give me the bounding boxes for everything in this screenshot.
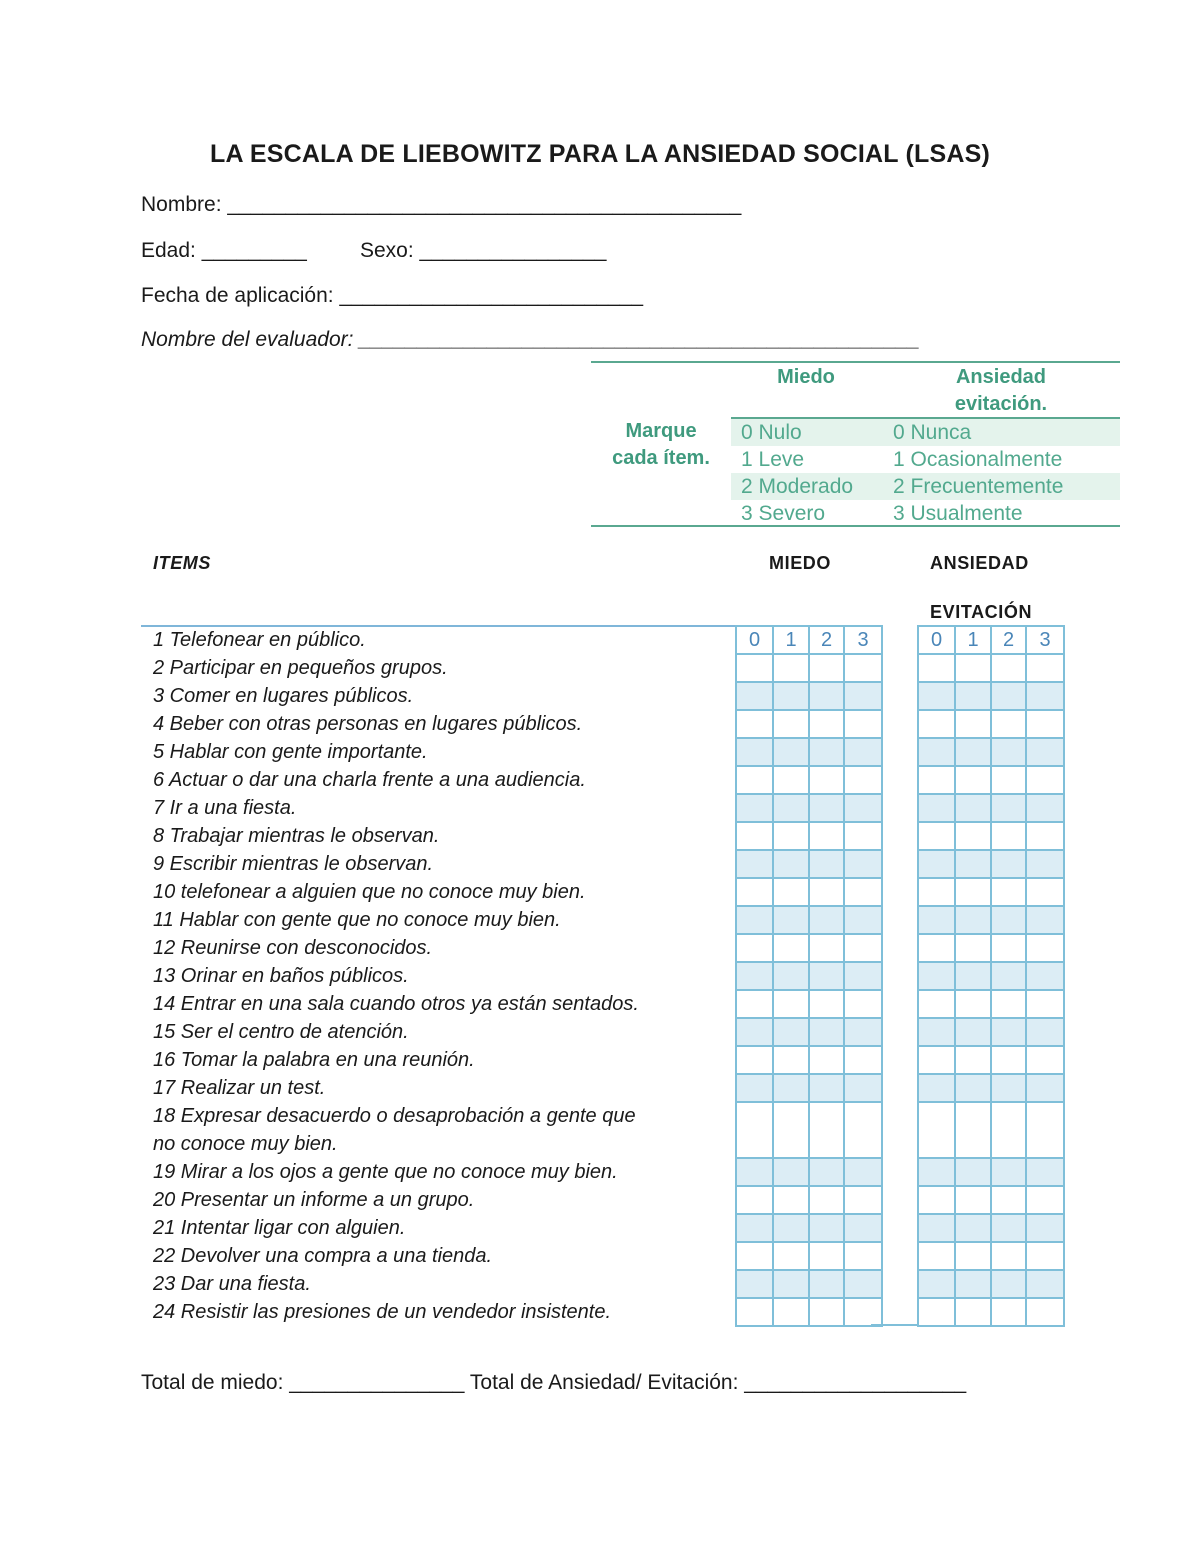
item-text: 24 Resistir las presiones de un vendedor insistente. bbox=[153, 1301, 612, 1323]
score-checkbox-cell[interactable] bbox=[844, 1270, 882, 1298]
item-text: 16 Tomar la palabra en una reunión. bbox=[153, 1049, 475, 1071]
legend-miedo-level: 2 Moderado bbox=[741, 475, 854, 498]
score-checkbox-cell[interactable] bbox=[918, 682, 955, 710]
item-text: 13 Orinar en baños públicos. bbox=[153, 965, 409, 987]
score-row bbox=[736, 654, 882, 682]
score-checkbox-cell[interactable] bbox=[955, 1018, 991, 1046]
score-row bbox=[918, 850, 1064, 878]
score-checkbox-cell[interactable] bbox=[955, 1158, 991, 1186]
score-checkbox-cell[interactable] bbox=[809, 1158, 844, 1186]
score-checkbox-cell[interactable] bbox=[955, 794, 991, 822]
total-miedo-field[interactable]: Total de miedo: _______________ bbox=[141, 1371, 465, 1394]
score-row bbox=[736, 906, 882, 934]
score-checkbox-cell[interactable] bbox=[955, 850, 991, 878]
score-checkbox-cell[interactable] bbox=[1026, 794, 1064, 822]
score-checkbox-cell[interactable] bbox=[809, 906, 844, 934]
score-checkbox-cell[interactable] bbox=[773, 710, 809, 738]
ansiedad-score-grid bbox=[917, 625, 1065, 1327]
score-checkbox-cell[interactable] bbox=[918, 1158, 955, 1186]
score-row bbox=[918, 822, 1064, 850]
score-row bbox=[918, 1270, 1064, 1298]
score-checkbox-cell[interactable] bbox=[736, 794, 773, 822]
score-checkbox-cell[interactable] bbox=[991, 934, 1026, 962]
score-checkbox-cell[interactable] bbox=[844, 794, 882, 822]
score-checkbox-cell[interactable] bbox=[736, 1242, 773, 1270]
score-checkbox-cell[interactable] bbox=[991, 1298, 1026, 1326]
ansiedad-column-header: ANSIEDAD bbox=[930, 553, 1029, 573]
score-row bbox=[736, 794, 882, 822]
score-checkbox-cell[interactable] bbox=[809, 990, 844, 1018]
score-row bbox=[736, 1298, 882, 1326]
score-row bbox=[918, 1074, 1064, 1102]
score-checkbox-cell[interactable] bbox=[844, 738, 882, 766]
score-checkbox-cell[interactable] bbox=[773, 1158, 809, 1186]
score-row bbox=[918, 766, 1064, 794]
legend-miedo-level: 1 Leve bbox=[741, 448, 805, 471]
score-checkbox-cell[interactable] bbox=[809, 1214, 844, 1242]
score-checkbox-cell[interactable] bbox=[736, 1046, 773, 1074]
score-checkbox-cell[interactable] bbox=[1026, 738, 1064, 766]
score-checkbox-cell[interactable] bbox=[773, 766, 809, 794]
score-row bbox=[736, 710, 882, 738]
score-checkbox-cell[interactable] bbox=[955, 1214, 991, 1242]
score-checkbox-cell[interactable] bbox=[991, 1214, 1026, 1242]
score-checkbox-cell[interactable] bbox=[1026, 990, 1064, 1018]
score-checkbox-cell[interactable] bbox=[736, 1214, 773, 1242]
score-checkbox-cell[interactable] bbox=[844, 1074, 882, 1102]
legend-ansiedad-level: 3 Usualmente bbox=[893, 502, 1023, 525]
score-checkbox-cell[interactable] bbox=[991, 1242, 1026, 1270]
score-checkbox-cell[interactable] bbox=[736, 654, 773, 682]
score-checkbox-cell[interactable] bbox=[736, 682, 773, 710]
score-checkbox-cell[interactable] bbox=[773, 822, 809, 850]
name-field[interactable]: Nombre: ____________________________________________ bbox=[141, 193, 742, 216]
score-checkbox-cell[interactable] bbox=[1026, 906, 1064, 934]
score-label: 0 bbox=[918, 626, 955, 654]
score-checkbox-cell[interactable] bbox=[918, 1214, 955, 1242]
score-checkbox-cell[interactable] bbox=[736, 1158, 773, 1186]
score-checkbox-cell[interactable] bbox=[736, 710, 773, 738]
score-checkbox-cell[interactable] bbox=[991, 1074, 1026, 1102]
score-checkbox-cell[interactable] bbox=[955, 1046, 991, 1074]
score-checkbox-cell[interactable] bbox=[991, 738, 1026, 766]
score-checkbox-cell[interactable] bbox=[991, 794, 1026, 822]
score-checkbox-cell[interactable] bbox=[844, 1102, 882, 1158]
score-row bbox=[736, 850, 882, 878]
score-row bbox=[918, 906, 1064, 934]
score-checkbox-cell[interactable] bbox=[918, 710, 955, 738]
score-checkbox-cell[interactable] bbox=[809, 1046, 844, 1074]
score-checkbox-cell[interactable] bbox=[991, 990, 1026, 1018]
score-checkbox-cell[interactable] bbox=[736, 1186, 773, 1214]
score-checkbox-cell[interactable] bbox=[844, 654, 882, 682]
score-row bbox=[918, 1214, 1064, 1242]
item-text: 4 Beber con otras personas en lugares públicos. bbox=[153, 713, 583, 735]
item-text: 18 Expresar desacuerdo o desaprobación a gente que no conoce muy bien. bbox=[153, 1105, 636, 1155]
score-row bbox=[918, 990, 1064, 1018]
item-text: 8 Trabajar mientras le observan. bbox=[153, 825, 440, 847]
score-checkbox-cell[interactable] bbox=[773, 878, 809, 906]
score-checkbox-cell[interactable] bbox=[991, 822, 1026, 850]
score-checkbox-cell[interactable] bbox=[773, 850, 809, 878]
item-text: 2 Participar en pequeños grupos. bbox=[153, 657, 448, 679]
score-checkbox-cell[interactable] bbox=[918, 1186, 955, 1214]
score-checkbox-cell[interactable] bbox=[844, 990, 882, 1018]
score-checkbox-cell[interactable] bbox=[809, 710, 844, 738]
score-checkbox-cell[interactable] bbox=[773, 1298, 809, 1326]
score-row bbox=[736, 682, 882, 710]
score-label: 0 bbox=[736, 626, 773, 654]
score-checkbox-cell[interactable] bbox=[1026, 934, 1064, 962]
score-row bbox=[736, 738, 882, 766]
page-title: LA ESCALA DE LIEBOWITZ PARA LA ANSIEDAD SOCIAL (LSAS) bbox=[209, 140, 991, 168]
score-checkbox-cell[interactable] bbox=[773, 682, 809, 710]
score-checkbox-cell[interactable] bbox=[844, 1018, 882, 1046]
score-checkbox-cell[interactable] bbox=[773, 906, 809, 934]
score-checkbox-cell[interactable] bbox=[1026, 1018, 1064, 1046]
application-date-field[interactable]: Fecha de aplicación: __________________________ bbox=[141, 284, 644, 307]
score-checkbox-cell[interactable] bbox=[1026, 654, 1064, 682]
score-checkbox-cell[interactable] bbox=[1026, 850, 1064, 878]
score-checkbox-cell[interactable] bbox=[844, 1298, 882, 1326]
score-label: 1 bbox=[955, 626, 991, 654]
score-checkbox-cell[interactable] bbox=[1026, 1186, 1064, 1214]
score-checkbox-cell[interactable] bbox=[809, 1074, 844, 1102]
score-checkbox-cell[interactable] bbox=[736, 1018, 773, 1046]
score-checkbox-cell[interactable] bbox=[918, 1270, 955, 1298]
score-checkbox-cell[interactable] bbox=[918, 934, 955, 962]
score-checkbox-cell[interactable] bbox=[955, 1270, 991, 1298]
score-checkbox-cell[interactable] bbox=[991, 1018, 1026, 1046]
items-header: ITEMS bbox=[153, 553, 212, 573]
score-checkbox-cell[interactable] bbox=[955, 766, 991, 794]
score-checkbox-cell[interactable] bbox=[809, 682, 844, 710]
score-row bbox=[736, 1018, 882, 1046]
score-checkbox-cell[interactable] bbox=[991, 1186, 1026, 1214]
score-checkbox-cell[interactable] bbox=[918, 794, 955, 822]
score-checkbox-cell[interactable] bbox=[955, 878, 991, 906]
score-checkbox-cell[interactable] bbox=[773, 738, 809, 766]
score-checkbox-cell[interactable] bbox=[991, 962, 1026, 990]
score-checkbox-cell[interactable] bbox=[809, 850, 844, 878]
score-checkbox-cell[interactable] bbox=[1026, 682, 1064, 710]
score-checkbox-cell[interactable] bbox=[918, 1018, 955, 1046]
score-row bbox=[918, 738, 1064, 766]
score-checkbox-cell[interactable] bbox=[773, 1186, 809, 1214]
score-label: 3 bbox=[844, 626, 882, 654]
score-checkbox-cell[interactable] bbox=[1026, 878, 1064, 906]
score-checkbox-cell[interactable] bbox=[844, 962, 882, 990]
item-text: 15 Ser el centro de atención. bbox=[153, 1021, 409, 1043]
item-text: 1 Telefonear en público. bbox=[153, 629, 366, 651]
score-checkbox-cell[interactable] bbox=[991, 1158, 1026, 1186]
score-checkbox-cell[interactable] bbox=[918, 1074, 955, 1102]
score-checkbox-cell[interactable] bbox=[991, 1102, 1026, 1158]
score-row bbox=[736, 962, 882, 990]
legend-ansiedad-level: 2 Frecuentemente bbox=[893, 475, 1064, 498]
score-checkbox-cell[interactable] bbox=[955, 990, 991, 1018]
evaluator-name-field[interactable]: Nombre del evaluador: ________________________________________________ bbox=[141, 328, 920, 351]
score-row bbox=[918, 962, 1064, 990]
legend-ansiedad-header-line1: Ansiedad bbox=[955, 366, 1047, 388]
legend-ansiedad-level: 1 Ocasionalmente bbox=[893, 448, 1063, 471]
score-checkbox-cell[interactable] bbox=[955, 682, 991, 710]
score-checkbox-cell[interactable] bbox=[736, 962, 773, 990]
score-checkbox-cell[interactable] bbox=[773, 1046, 809, 1074]
score-checkbox-cell[interactable] bbox=[955, 738, 991, 766]
score-checkbox-cell[interactable] bbox=[809, 934, 844, 962]
score-checkbox-cell[interactable] bbox=[809, 1270, 844, 1298]
item-text: 11 Hablar con gente que no conoce muy bien. bbox=[153, 909, 561, 931]
score-checkbox-cell[interactable] bbox=[736, 850, 773, 878]
legend-miedo-header: Miedo bbox=[777, 366, 835, 388]
score-checkbox-cell[interactable] bbox=[809, 1242, 844, 1270]
score-row bbox=[918, 878, 1064, 906]
score-checkbox-cell[interactable] bbox=[736, 738, 773, 766]
score-checkbox-cell[interactable] bbox=[844, 710, 882, 738]
score-checkbox-cell[interactable] bbox=[844, 822, 882, 850]
score-checkbox-cell[interactable] bbox=[773, 962, 809, 990]
score-checkbox-cell[interactable] bbox=[1026, 1242, 1064, 1270]
score-checkbox-cell[interactable] bbox=[809, 794, 844, 822]
score-checkbox-cell[interactable] bbox=[809, 1102, 844, 1158]
item-text: 12 Reunirse con desconocidos. bbox=[153, 937, 433, 959]
score-checkbox-cell[interactable] bbox=[736, 906, 773, 934]
score-row bbox=[736, 878, 882, 906]
legend-miedo-level: 0 Nulo bbox=[741, 421, 802, 444]
score-row bbox=[736, 822, 882, 850]
item-text: 20 Presentar un informe a un grupo. bbox=[153, 1189, 475, 1211]
sex-field[interactable]: Sexo: ________________ bbox=[360, 239, 607, 262]
score-row bbox=[736, 1242, 882, 1270]
item-text: 9 Escribir mientras le observan. bbox=[153, 853, 434, 875]
score-label: 3 bbox=[1026, 626, 1064, 654]
item-text: 3 Comer en lugares públicos. bbox=[153, 685, 414, 707]
score-checkbox-cell[interactable] bbox=[736, 990, 773, 1018]
score-checkbox-cell[interactable] bbox=[991, 906, 1026, 934]
score-row bbox=[736, 1214, 882, 1242]
score-checkbox-cell[interactable] bbox=[955, 1242, 991, 1270]
score-checkbox-cell[interactable] bbox=[773, 1102, 809, 1158]
item-text: 17 Realizar un test. bbox=[153, 1077, 326, 1099]
score-checkbox-cell[interactable] bbox=[773, 1018, 809, 1046]
score-checkbox-cell[interactable] bbox=[955, 822, 991, 850]
score-row bbox=[918, 1186, 1064, 1214]
score-checkbox-cell[interactable] bbox=[1026, 962, 1064, 990]
score-checkbox-cell[interactable] bbox=[844, 906, 882, 934]
score-checkbox-cell[interactable] bbox=[1026, 766, 1064, 794]
score-checkbox-cell[interactable] bbox=[991, 850, 1026, 878]
score-checkbox-cell[interactable] bbox=[1026, 1298, 1064, 1326]
score-checkbox-cell[interactable] bbox=[918, 1102, 955, 1158]
item-text: 21 Intentar ligar con alguien. bbox=[153, 1217, 406, 1239]
score-checkbox-cell[interactable] bbox=[773, 1270, 809, 1298]
score-row bbox=[918, 1158, 1064, 1186]
score-row bbox=[918, 794, 1064, 822]
legend-ansiedad-level: 0 Nunca bbox=[893, 421, 972, 444]
score-checkbox-cell[interactable] bbox=[844, 1214, 882, 1242]
legend-top-rule bbox=[591, 361, 1120, 363]
item-text: 5 Hablar con gente importante. bbox=[153, 741, 428, 763]
score-row bbox=[918, 1046, 1064, 1074]
score-checkbox-cell[interactable] bbox=[773, 1214, 809, 1242]
score-checkbox-cell[interactable] bbox=[809, 1186, 844, 1214]
score-checkbox-cell[interactable] bbox=[736, 1270, 773, 1298]
score-checkbox-cell[interactable] bbox=[809, 822, 844, 850]
score-checkbox-cell[interactable] bbox=[991, 654, 1026, 682]
miedo-score-grid bbox=[735, 625, 883, 1327]
score-label: 1 bbox=[773, 626, 809, 654]
legend-instruction-line2: cada ítem. bbox=[612, 447, 710, 469]
score-checkbox-cell[interactable] bbox=[991, 682, 1026, 710]
score-row bbox=[736, 934, 882, 962]
score-checkbox-cell[interactable] bbox=[1026, 1046, 1064, 1074]
score-checkbox-cell[interactable] bbox=[991, 878, 1026, 906]
score-checkbox-cell[interactable] bbox=[955, 934, 991, 962]
miedo-column-header: MIEDO bbox=[769, 553, 832, 573]
score-row bbox=[918, 1018, 1064, 1046]
score-row bbox=[736, 1270, 882, 1298]
score-checkbox-cell[interactable] bbox=[918, 962, 955, 990]
score-checkbox-cell[interactable] bbox=[736, 934, 773, 962]
score-checkbox-cell[interactable] bbox=[844, 1242, 882, 1270]
score-row bbox=[736, 766, 882, 794]
score-checkbox-cell[interactable] bbox=[918, 822, 955, 850]
score-checkbox-cell[interactable] bbox=[1026, 1158, 1064, 1186]
score-checkbox-cell[interactable] bbox=[736, 878, 773, 906]
item-text: 19 Mirar a los ojos a gente que no conoce muy bien. bbox=[153, 1161, 618, 1183]
score-checkbox-cell[interactable] bbox=[844, 850, 882, 878]
score-checkbox-cell[interactable] bbox=[773, 794, 809, 822]
score-checkbox-cell[interactable] bbox=[844, 766, 882, 794]
score-checkbox-cell[interactable] bbox=[955, 1186, 991, 1214]
score-checkbox-cell[interactable] bbox=[955, 654, 991, 682]
score-checkbox-cell[interactable] bbox=[773, 654, 809, 682]
score-row bbox=[736, 1102, 882, 1158]
score-checkbox-cell[interactable] bbox=[809, 766, 844, 794]
score-checkbox-cell[interactable] bbox=[736, 766, 773, 794]
score-checkbox-cell[interactable] bbox=[809, 962, 844, 990]
score-label: 2 bbox=[991, 626, 1026, 654]
legend-ansiedad-header-line2: evitación. bbox=[954, 393, 1048, 415]
score-row bbox=[736, 1186, 882, 1214]
score-checkbox-cell[interactable] bbox=[918, 654, 955, 682]
legend-bottom-rule bbox=[591, 525, 1120, 527]
score-checkbox-cell[interactable] bbox=[844, 1158, 882, 1186]
score-checkbox-cell[interactable] bbox=[809, 1298, 844, 1326]
score-row bbox=[918, 1242, 1064, 1270]
score-checkbox-cell[interactable] bbox=[918, 1242, 955, 1270]
evitacion-column-header: EVITACIÓN bbox=[930, 602, 1033, 622]
score-checkbox-cell[interactable] bbox=[918, 906, 955, 934]
score-checkbox-cell[interactable] bbox=[1026, 1214, 1064, 1242]
score-checkbox-cell[interactable] bbox=[844, 1186, 882, 1214]
score-header-row bbox=[918, 626, 1064, 654]
score-label: 2 bbox=[809, 626, 844, 654]
score-checkbox-cell[interactable] bbox=[991, 1270, 1026, 1298]
score-checkbox-cell[interactable] bbox=[736, 1074, 773, 1102]
score-row bbox=[918, 934, 1064, 962]
score-checkbox-cell[interactable] bbox=[844, 934, 882, 962]
item-text: 14 Entrar en una sala cuando otros ya están sentados. bbox=[153, 993, 639, 1015]
score-row bbox=[736, 1046, 882, 1074]
score-checkbox-cell[interactable] bbox=[918, 990, 955, 1018]
score-checkbox-cell[interactable] bbox=[918, 766, 955, 794]
score-checkbox-cell[interactable] bbox=[773, 934, 809, 962]
score-checkbox-cell[interactable] bbox=[844, 878, 882, 906]
score-checkbox-cell[interactable] bbox=[1026, 710, 1064, 738]
score-checkbox-cell[interactable] bbox=[955, 1102, 991, 1158]
score-checkbox-cell[interactable] bbox=[955, 906, 991, 934]
score-header-row bbox=[736, 626, 882, 654]
score-checkbox-cell[interactable] bbox=[918, 738, 955, 766]
legend-instruction-line1: Marque bbox=[625, 420, 697, 442]
legend-miedo-level: 3 Severo bbox=[741, 502, 826, 525]
score-checkbox-cell[interactable] bbox=[918, 1046, 955, 1074]
score-row bbox=[918, 1102, 1064, 1158]
score-checkbox-cell[interactable] bbox=[918, 878, 955, 906]
item-text: 7 Ir a una fiesta. bbox=[153, 797, 297, 819]
score-checkbox-cell[interactable] bbox=[809, 654, 844, 682]
score-checkbox-cell[interactable] bbox=[991, 1046, 1026, 1074]
score-row bbox=[918, 682, 1064, 710]
score-checkbox-cell[interactable] bbox=[773, 1242, 809, 1270]
item-text: 10 telefonear a alguien que no conoce muy bien. bbox=[153, 881, 586, 903]
score-row bbox=[736, 990, 882, 1018]
age-field[interactable]: Edad: _________ bbox=[141, 239, 307, 262]
score-row bbox=[736, 1074, 882, 1102]
score-checkbox-cell[interactable] bbox=[736, 1298, 773, 1326]
score-checkbox-cell[interactable] bbox=[844, 682, 882, 710]
item-text: 22 Devolver una compra a una tienda. bbox=[153, 1245, 493, 1267]
score-checkbox-cell[interactable] bbox=[955, 1074, 991, 1102]
score-checkbox-cell[interactable] bbox=[991, 766, 1026, 794]
item-text: 23 Dar una fiesta. bbox=[153, 1273, 311, 1295]
score-checkbox-cell[interactable] bbox=[1026, 1102, 1064, 1158]
score-row bbox=[918, 1298, 1064, 1326]
score-checkbox-cell[interactable] bbox=[991, 710, 1026, 738]
score-row bbox=[918, 710, 1064, 738]
score-row bbox=[918, 654, 1064, 682]
score-checkbox-cell[interactable] bbox=[809, 878, 844, 906]
score-checkbox-cell[interactable] bbox=[918, 1298, 955, 1326]
score-checkbox-cell[interactable] bbox=[773, 1074, 809, 1102]
score-checkbox-cell[interactable] bbox=[736, 1102, 773, 1158]
grid-connector-line bbox=[871, 1324, 919, 1326]
score-checkbox-cell[interactable] bbox=[1026, 822, 1064, 850]
score-checkbox-cell[interactable] bbox=[955, 1298, 991, 1326]
score-checkbox-cell[interactable] bbox=[773, 990, 809, 1018]
score-checkbox-cell[interactable] bbox=[809, 738, 844, 766]
score-checkbox-cell[interactable] bbox=[1026, 1270, 1064, 1298]
score-row bbox=[736, 1158, 882, 1186]
score-checkbox-cell[interactable] bbox=[955, 710, 991, 738]
score-checkbox-cell[interactable] bbox=[918, 850, 955, 878]
totals-line bbox=[141, 1371, 966, 1395]
item-text: 6 Actuar o dar una charla frente a una audiencia. bbox=[153, 769, 586, 791]
total-ansiedad-field[interactable]: Total de Ansiedad/ Evitación: ___________________ bbox=[469, 1371, 967, 1394]
score-checkbox-cell[interactable] bbox=[844, 1046, 882, 1074]
score-checkbox-cell[interactable] bbox=[809, 1018, 844, 1046]
score-checkbox-cell[interactable] bbox=[736, 822, 773, 850]
score-checkbox-cell[interactable] bbox=[955, 962, 991, 990]
score-checkbox-cell[interactable] bbox=[1026, 1074, 1064, 1102]
